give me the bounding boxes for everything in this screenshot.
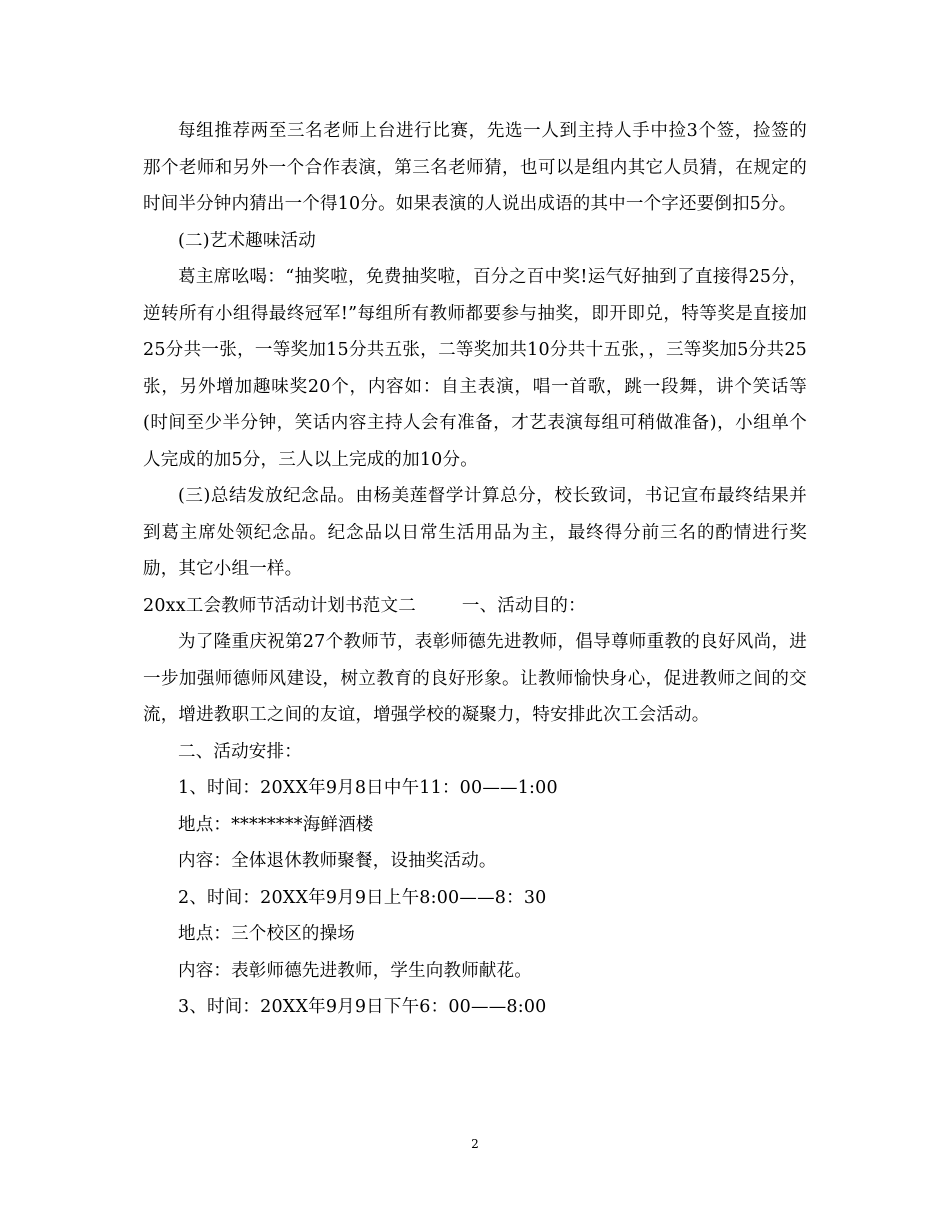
schedule-item-2-time: 2、时间：20XX年9月9日上午8:00——8：30 [178, 887, 547, 908]
schedule-item-2-location: 地点：三个校区的操场 [178, 924, 355, 944]
section-heading-purpose: 一、活动目的： [461, 595, 586, 616]
schedule-item-1-location: 地点：********海鲜酒楼 [178, 814, 374, 835]
schedule-item-3-time: 3、时间：20XX年9月9日下午6：00——8:00 [178, 997, 547, 1017]
schedule-item-1-time: 1、时间：20XX年9月8日中午11：00——1:00 [178, 778, 558, 798]
section-heading-schedule: 二、活动安排： [178, 741, 302, 762]
page-number: 2 [471, 1137, 479, 1151]
section-heading-art-activity: (二)艺术趣味活动 [178, 230, 316, 251]
paragraph-purpose: 为了隆重庆祝第27个教师节，表彰师德先进教师，倡导尊师重教的良好风尚，进一步加强师德师风建设，树立教育的良好形象。让教师愉快身心，促进教师之间的交流，增进教职工之间的友谊，增强学校的凝聚力，特安排此次工会活动。 [143, 632, 807, 725]
document-body [143, 113, 807, 1026]
plan-title: 20xx工会教师节活动计划书范文二 [143, 595, 416, 616]
paragraph-summary-souvenirs: (三)总结发放纪念品。由杨美莲督学计算总分，校长致词，书记宣布最终结果并到葛主席处领纪念品。纪念品以日常生活用品为主，最终得分前三名的酌情进行奖励，其它小组一样。 [143, 486, 807, 579]
plan-title-line [143, 588, 807, 625]
paragraph-competition-rules: 每组推荐两至三名老师上台进行比赛，先选一人到主持人手中捡3个签，捡签的那个老师和另外一个合作表演，第三名老师猜，也可以是组内其它人员猜，在规定的时间半分钟内猜出一个得10分。如果表演的人说出成语的其中一个字还要倒扣5分。 [143, 121, 807, 214]
paragraph-lottery: 葛主席吆喝：“抽奖啦，免费抽奖啦，百分之百中奖!运气好抽到了直接得25分，逆转所有小组得最终冠军!”每组所有教师都要参与抽奖，即开即兑，特等奖是直接加25分共一张，一等奖加15分共五张，二等奖加共10分共十五张，，三等奖加5分共25张，另外增加趣味奖20个，内容如：自主表演，唱一首歌，跳一段舞，讲个笑话等(时间至少半分钟，笑话内容主持人会有准备，才艺表演每组可稍做准备)，小组单个人完成的加5分，三人以上完成的加10分。 [143, 267, 807, 470]
schedule-item-1-content: 内容：全体退休教师聚餐，设抽奖活动。 [178, 851, 497, 871]
schedule-item-2-content: 内容：表彰师德先进教师，学生向教师献花。 [178, 960, 532, 981]
